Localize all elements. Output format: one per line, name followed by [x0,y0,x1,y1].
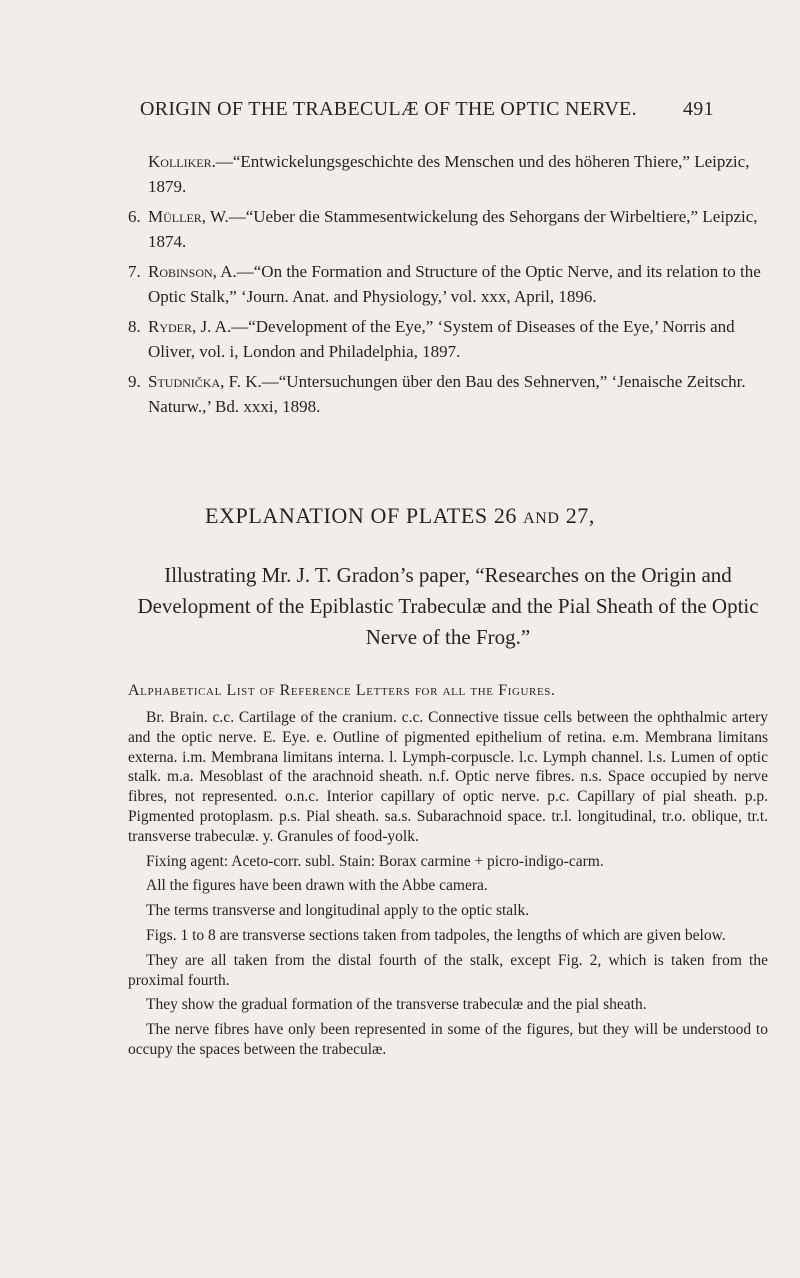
reference-item [128,205,768,254]
reference-author: Robinson, A. [148,262,237,281]
running-head-title: ORIGIN OF THE TRABECULÆ OF THE OPTIC NERVE. [140,98,637,120]
reference-number: 9. [128,372,141,391]
section-title-and: AND [523,510,560,527]
abbe-paragraph: All the figures have been drawn with the Abbe camera. [146,877,488,895]
section-title [0,503,800,529]
reference-item [128,315,768,364]
reference-number: 6. [128,207,141,226]
reference-item [128,150,768,199]
page-number: 491 [683,98,714,120]
reference-text: —“Entwickelungsgeschichte des Menschen und des höheren Thiere,” Leipzic, 1879. [148,152,750,196]
reference-item [128,260,768,309]
legend-paragraph: Br. Brain. c.c. Cartilage of the cranium. c.c. Connective tissue cells between the ophthalmic artery and the optic nerve. E. Eye. e. Outline of pigmented epithelium of retina. e.m. Membrana limitans externa. i.m. Membrana limitans interna. l. Lymph-corpuscle. l.c. Lymph channel. l.s. Lumen of optic stalk. m.a. Mesoblast of the arachnoid sheath. n.f. Optic nerve fibres. n.s. Space occupied by nerve fibres, not represented. o.n.c. Interior capillary of optic nerve. p.c. Capillary of pial sheath. p.p. Pigmented protoplasm. p.s. Pial sheath. sa.s. Subarachnoid space. tr.l. longitudinal, tr.o. oblique, tr.t. transverse trabeculæ. y. Granules of food-yolk. [128,709,768,845]
reference-text: —“Untersuchungen über den Bau des Sehnerven,” ‘Jenaische Zeitschr. Naturw.,’ Bd. xxxi, 1898. [148,372,746,416]
figs-paragraph: Figs. 1 to 8 are transverse sections taken from tadpoles, the lengths of which are given below. [146,926,726,944]
body-text [128,708,768,1065]
reference-text: —“On the Formation and Structure of the Optic Nerve, and its relation to the Optic Stalk,” ‘Journ. Anat. and Physiology,’ vol. xxx, April, 1896. [148,262,761,306]
reference-text: —“Development of the Eye,” ‘System of Diseases of the Eye,’ Norris and Oliver, vol. i, London and Philadelphia, 1897. [148,317,735,361]
section-title-end: 27, [559,503,595,528]
gradual-paragraph: They show the gradual formation of the transverse trabeculæ and the pial sheath. [146,996,647,1014]
terms-paragraph: The terms transverse and longitudinal apply to the optic stalk. [146,902,530,920]
reference-item [128,370,768,419]
reference-list [128,150,768,425]
fixing-paragraph: Fixing agent: Aceto-corr. subl. Stain: Borax carmine + picro-indigo-carm. [146,852,604,870]
list-heading: Alphabetical List of Reference Letters for all the Figures. [128,682,556,699]
section-subtitle: Illustrating Mr. J. T. Gradon’s paper, “Researches on the Origin and Development of the Epiblastic Trabeculæ and the Pial Sheath of the Optic Nerve of the Frog.” [137,563,759,649]
distal-paragraph: They are all taken from the distal fourth of the stalk, except Fig. 2, which is taken from the proximal fourth. [128,951,768,989]
section-title-main: EXPLANATION OF PLATES 26 [205,503,524,528]
reference-author: Kolliker. [148,152,216,171]
reference-number: 7. [128,262,141,281]
reference-number: 8. [128,317,141,336]
reference-author: Müller, W. [148,207,229,226]
reference-author: Studnička, F. K. [148,372,262,391]
reference-text: —“Ueber die Stammesentwickelung des Sehorgans der Wirbeltiere,” Leipzic, 1874. [148,207,758,251]
nerve-fibres-paragraph: The nerve fibres have only been represented in some of the figures, but they will be understood to occupy the spaces between the trabeculæ. [128,1021,768,1058]
reference-author: Ryder, J. A. [148,317,232,336]
